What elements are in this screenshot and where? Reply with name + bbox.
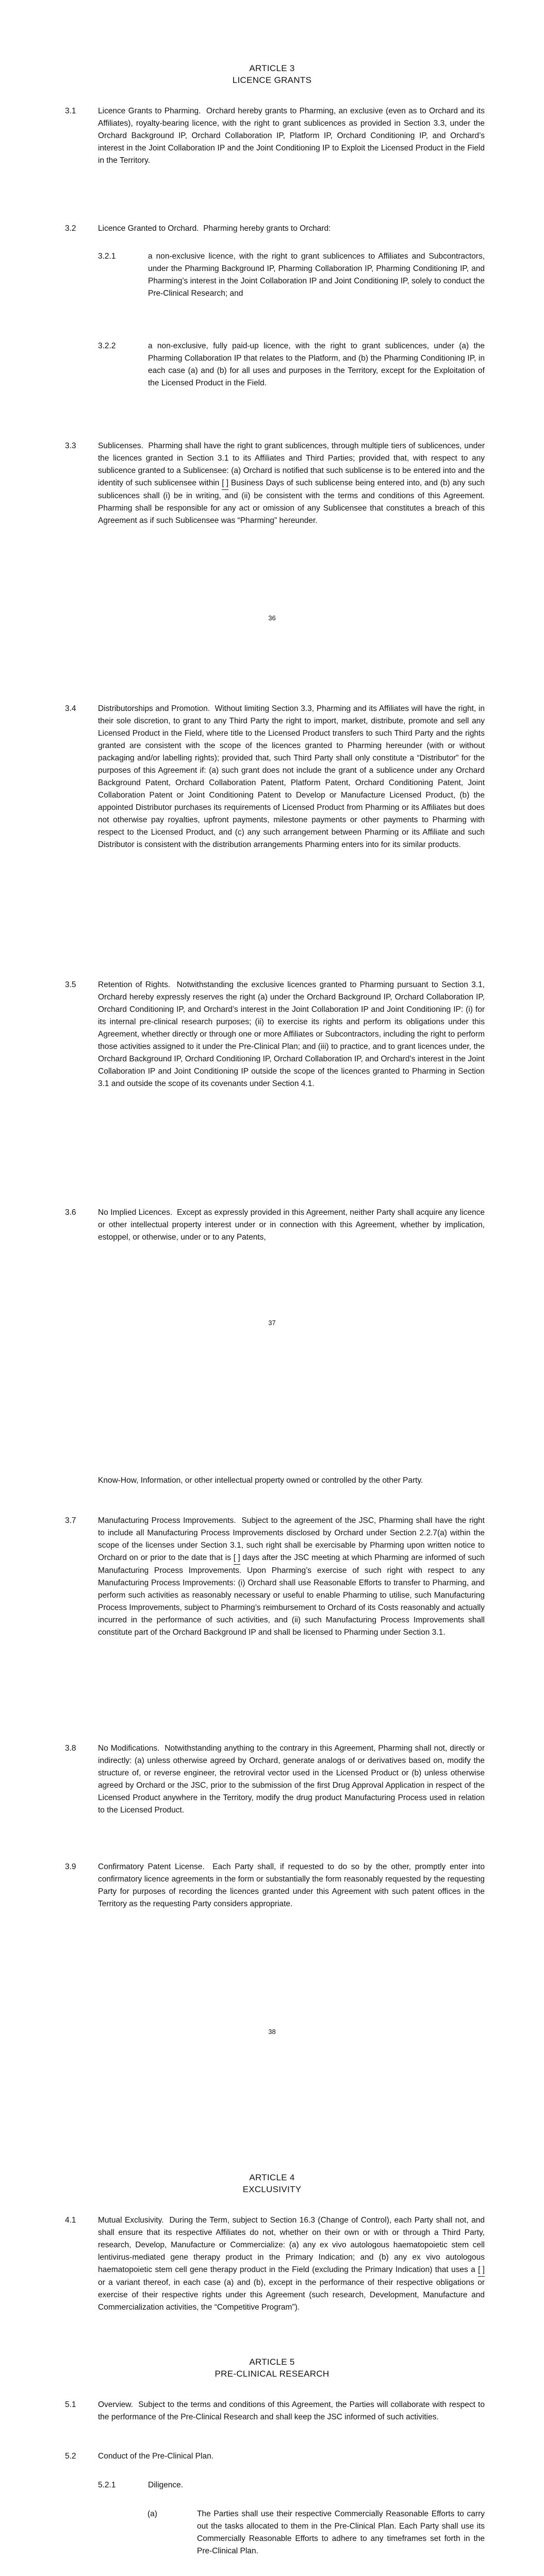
section-text: Each Party shall, if requested to do so by the other, promptly enter into confirmatory licence agreements in the form or substantially the form reasonably requested by the requesting Party for purposes of recording the licences granted under this Agreement with such patent offices in the Territory as the requesting Party considers appropriate. bbox=[98, 1862, 485, 1908]
section-number: 3.6 bbox=[65, 1208, 76, 1217]
section-text: Pharming hereby grants to Orchard: bbox=[203, 224, 331, 233]
article-5-subtitle: PRE-CLINICAL RESEARCH bbox=[215, 2369, 329, 2379]
page-number: 38 bbox=[268, 2028, 276, 2036]
section-title: No Modifications. bbox=[98, 1744, 160, 1753]
section-title: Retention of Rights. bbox=[98, 980, 171, 989]
section-number: 3.2.2 bbox=[98, 342, 116, 350]
section-4-1 bbox=[65, 2214, 485, 2314]
blank-field: [ ] bbox=[222, 477, 228, 490]
section-5-2 bbox=[65, 2450, 485, 2463]
clause-number: (a) bbox=[147, 2510, 157, 2518]
section-number: 5.2.1 bbox=[98, 2481, 116, 2489]
article-3-subtitle: LICENCE GRANTS bbox=[232, 75, 312, 85]
section-3-6 bbox=[65, 1207, 485, 1244]
article-4-title: ARTICLE 4 bbox=[249, 2173, 295, 2182]
section-text: Notwithstanding the exclusive licences granted to Pharming pursuant to Section 3.1, Orchard hereby expressly reserves the right (a) under the Orchard Background IP, Orchard Collaboration IP, Orchard Conditioning IP, and Orchard’s interest in the Joint Collaboration IP and Joint Conditioning IP: (i) for its internal pre-clinical research purposes; (ii) to exercise its rights and perform its obligations under this Agreement, whether directly or through one or more Affiliates or Subcontractors, including the right to perform those activities assigned to it under the Pre-Clinical Plan; and (iii) to practice, and to grant licences under, the Orchard Background IP, Orchard Conditioning IP, Orchard Collaboration IP, and Orchard’s interest in the Joint Collaboration IP and Joint Conditioning IP outside the scope of the licences granted to Pharming in Section 3.1 and outside the scope of its covenants under Section 4.1. bbox=[98, 980, 485, 1088]
section-number: 3.3 bbox=[65, 442, 76, 450]
section-number: 3.4 bbox=[65, 704, 76, 713]
section-text: Pharming shall have the right to grant sublicences, through multiple tiers of sublicences, under the licences granted in Section 3.1 to its Affiliates and Third Parties; provided that, with respect to any sublicence granted to a Sublicensee: (a) Orchard is notified that such sublicense is to be entered into and the identity of such sublicensee within bbox=[98, 442, 485, 487]
section-number: 3.1 bbox=[65, 107, 76, 115]
section-number: 3.5 bbox=[65, 980, 76, 989]
section-number: 3.2 bbox=[65, 224, 76, 233]
section-3-2-2 bbox=[98, 340, 485, 389]
section-title: Sublicenses. bbox=[98, 442, 143, 450]
section-title: Manufacturing Process Improvements. bbox=[98, 1516, 236, 1525]
section-title: Licence Grants to Pharming. bbox=[98, 107, 201, 115]
continuation-text: Know-How, Information, or other intellectual property owned or controlled by the other Party. bbox=[98, 1476, 423, 1485]
section-text-cont: Business Days of such sublicense being entered into, and (b) any such sublicences shall (i) be in writing, and (ii) be consistent with the terms and conditions of this Agreement. Pharming shall be responsible for any act or omission of any Sublicensee that constitutes a breach of this Agreement as if such Sublicensee was “Pharming” hereunder. bbox=[98, 479, 485, 525]
section-title: Diligence. bbox=[148, 2481, 184, 2489]
section-title: Mutual Exclusivity. bbox=[98, 2216, 164, 2225]
section-title: Distributorships and Promotion. bbox=[98, 704, 210, 713]
section-text: Orchard hereby grants to Pharming, an exclusive (even as to Orchard and its Affiliates), royalty-bearing licence, with the right to grant sublicences as provided in Section 3.3, under the Orchard Background IP, Orchard Collaboration IP, Platform IP, Orchard Conditioning IP, and Orchard’s interest in the Joint Collaboration IP and the Joint Conditioning IP to Exploit the Licensed Product in the Field in the Territory. bbox=[98, 107, 485, 165]
blank-field: [ ] bbox=[234, 1552, 240, 1565]
section-5-2-1 bbox=[98, 2479, 485, 2492]
article-4-subtitle: EXCLUSIVITY bbox=[242, 2184, 302, 2194]
section-number: 3.2.1 bbox=[98, 252, 116, 261]
section-title: No Implied Licences. bbox=[98, 1208, 173, 1217]
section-title: Overview. bbox=[98, 2400, 134, 2409]
section-title: Confirmatory Patent License. bbox=[98, 1862, 205, 1871]
section-3-7 bbox=[65, 1515, 485, 1639]
section-text: Subject to the agreement of the JSC, Pharming shall have the right to include all Manufacturing Process Improvements disclosed by Orchard under Section 2.2.7(a) within the scope of the licenses under Section 3.1, such right shall be exercisable by Pharming upon written notice to Orchard on or prior to the date that is bbox=[98, 1516, 485, 1562]
article-3-title: ARTICLE 3 bbox=[249, 63, 295, 73]
section-text: Subject to the terms and conditions of this Agreement, the Parties will collaborate with respect to the performance of the Pre-Clinical Research and shall keep the JSC informed of such activities. bbox=[98, 2400, 485, 2421]
section-text: During the Term, subject to Section 16.3 (Change of Control), each Party shall not, and shall ensure that its respective Affiliates do not, whether on their own or with or through a Third Party, research, Develop, Manufacture or Commercialize: (a) any ex vivo autologous haematopoietic stem cell lentivirus-mediated gene therapy product in the Primary Indication; and (b) any ex vivo autologous haematopoietic stem cell gene therapy product in the Field (excluding the Primary Indication) that uses a bbox=[98, 2216, 485, 2274]
section-3-2 bbox=[65, 223, 485, 235]
section-number: 5.2 bbox=[65, 2452, 76, 2461]
section-number: 3.9 bbox=[65, 1862, 76, 1871]
section-3-9 bbox=[65, 1861, 485, 1910]
section-text-cont: or a variant thereof, in each case (a) and (b), except in the performance of their respective obligations or exercise of their respective rights under this Agreement (such research, Development, Manufacture and Commercialization activities, the “Competitive Program”). bbox=[98, 2278, 485, 2312]
section-number: 3.8 bbox=[65, 1744, 76, 1753]
section-3-1 bbox=[65, 105, 485, 167]
section-text: a non-exclusive, fully paid-up licence, with the right to grant sublicences, under (a) the Pharming Collaboration IP that relates to the Platform, and (b) the Pharming Conditioning IP, in each case (a) and (b) for all uses and purposes in the Territory, except for the Exploitation of the Licensed Product in the Field. bbox=[148, 342, 485, 387]
section-text: Notwithstanding anything to the contrary in this Agreement, Pharming shall not, directly or indirectly: (a) unless otherwise agreed by Orchard, generate analogs of or derivatives based on, modify the structure of, or reverse engineer, the retroviral vector used in the Licensed Product or (b) unless otherwise agreed by Orchard or the JSC, prior to the submission of the first Drug Approval Application in respect of the Licensed Product anywhere in the Territory, modify the drug product Manufacturing Process used in relation to the Licensed Product. bbox=[98, 1744, 485, 1815]
section-3-4 bbox=[65, 703, 485, 851]
section-3-3 bbox=[65, 440, 485, 527]
section-number: 3.7 bbox=[65, 1516, 76, 1525]
section-number: 4.1 bbox=[65, 2216, 76, 2225]
article-5-title: ARTICLE 5 bbox=[249, 2357, 295, 2367]
section-text: a non-exclusive licence, with the right to grant sublicences to Affiliates and Subcontractors, under the Pharming Background IP, Pharming Collaboration IP, Pharming Conditioning IP, and Pharming’s interest in the Joint Collaboration IP and Joint Conditioning IP, solely to conduct the Pre-Clinical Research; and bbox=[148, 252, 485, 298]
page-number: 37 bbox=[268, 1319, 276, 1327]
page-number: 36 bbox=[268, 614, 276, 622]
section-number: 5.1 bbox=[65, 2400, 76, 2409]
section-text: Except as expressly provided in this Agreement, neither Party shall acquire any licence or other intellectual property interest under or in connection with this Agreement, whether by implication, estoppel, or otherwise, under or to any Patents, bbox=[98, 1208, 485, 1242]
section-3-8 bbox=[65, 1742, 485, 1817]
section-text: Without limiting Section 3.3, Pharming and its Affiliates will have the right, in their sole discretion, to grant to any Third Party the right to import, market, distribute, promote and sell any Licensed Product in the Field, where title to the Licensed Product transfers to such Third Party and the rights granted are consistent with the scope of the licences granted to Pharming hereunder (with or without packaging and/or labelling rights); provided that, such Third Party shall only constitute a “Distributor” for the purposes of this Agreement if: (a) such grant does not include the grant of a sublicence under any Orchard Background Patent, Orchard Collaboration Patent, Platform Patent, Orchard Conditioning Patent, Joint Collaboration Patent or Joint Conditioning Patent to Develop or Manufacture Licensed Product, (b) the appointed Distributor purchases its requirements of Licensed Product from Pharming or its Affiliates but does not otherwise pay royalties, upfront payments, milestone payments or other payments to Pharming with respect to the Licensed Product, and (c) any such arrangement between Pharming or its Affiliate and such Distributor is consistent with the distribution arrangements Pharming enters into for its similar products. bbox=[98, 704, 485, 849]
clause-text: The Parties shall use their respective Commercially Reasonable Efforts to carry out the tasks allocated to them in the Pre-Clinical Plan. Each Party shall use its Commercially Reasonable Efforts to adhere to any timeframes set forth in the Pre-Clinical Plan. bbox=[197, 2510, 485, 2555]
section-3-2-1 bbox=[98, 250, 485, 300]
section-5-1 bbox=[65, 2399, 485, 2424]
section-3-5 bbox=[65, 979, 485, 1090]
clause-a bbox=[147, 2508, 485, 2557]
section-title: Licence Granted to Orchard. bbox=[98, 224, 199, 233]
section-text-cont: days after the JSC meeting at which Pharming are informed of such Manufacturing Process Improvements. Upon Pharming’s exercise of such right with respect to any Manufacturing Process Improvements: (i) Orchard shall use Reasonable Efforts to transfer to Pharming, and perform such activities as reasonably necessary or useful to enable Pharming to utilise, such Manufacturing Process Improvements, subject to Pharming’s reimbursement to Orchard of its Costs reasonably and actually incurred in the performance of such activities, and (ii) such Manufacturing Process Improvements shall constitute part of the Orchard Background IP and shall be licensed to Pharming under Section 3.1. bbox=[98, 1553, 485, 1637]
blank-field: [ ] bbox=[478, 2264, 485, 2277]
section-title: Conduct of the Pre-Clinical Plan. bbox=[98, 2452, 214, 2461]
